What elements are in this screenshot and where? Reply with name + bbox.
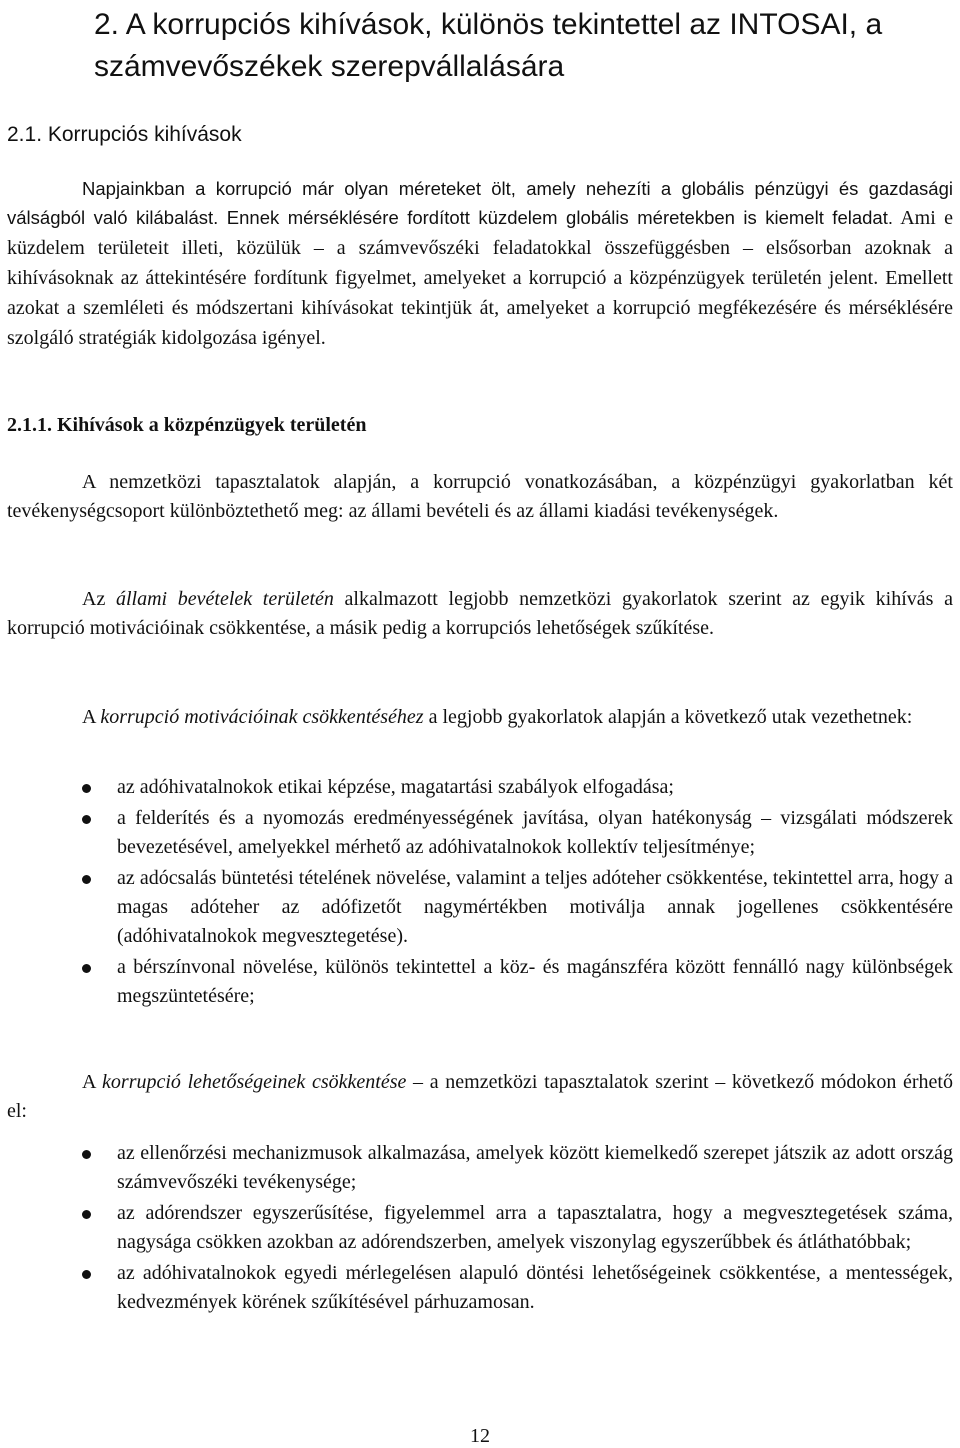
list-item-text: a felderítés és a nyomozás eredményességének javítása, olyan hatékonyság – vizsgálati módszerek bevezetésével, amelyekkel mérhető az adóhivatalnokok kollektív teljesítménye; <box>117 807 953 858</box>
para3-emphasis: korrupció motivációinak csökkentéséhez <box>100 706 424 728</box>
list-item-text: az adócsalás büntetési tételének növelése, valamint a teljes adóteher csökkentése, tekintettel arra, hogy a magas adóteher az adófizetőt nagymértékben motiválja annak jogellenes csökkentésére (adóhivatalnokok megvesztegetése). <box>117 867 953 947</box>
list-item <box>7 864 953 951</box>
bullet-icon <box>82 964 91 973</box>
para4-prefix: A <box>82 1071 103 1093</box>
motivation-list <box>7 773 953 1013</box>
intro-text-a: Napjainkban a korrupció már olyan méreteket ölt, amely nehezíti a globális pénzügyi és gazdasági válságból való kilábalást. Ennek mérséklésére fordított küzdelem globális méretekben is kiemelt feladat. <box>7 178 953 228</box>
paragraph-4 <box>7 1068 953 1126</box>
paragraph-1: A nemzetközi tapasztalatok alapján, a korrupció vonatkozásában, a közpénzügyi gyakorlatban két tevékenységcsoport különböztethető meg: az állami bevételi és az állami kiadási tevékenységek. <box>7 471 953 522</box>
para4-emphasis: korrupció lehetőségeinek csökkentése <box>102 1071 407 1093</box>
list-item-text: az adóhivatalnokok egyedi mérlegelésen alapuló döntési lehetőségeinek csökkentése, a mentességek, kedvezmények körének szűkítésével párhuzamosan. <box>117 1262 953 1313</box>
bullet-icon <box>82 1150 91 1159</box>
list-item <box>7 1139 953 1197</box>
para3-prefix: A <box>82 706 101 728</box>
para2-suffix: alkalmazott legjobb nemzetközi gyakorlatok szerint az egyik kihívás a korrupció motivációinak csökkentése, a másik pedig a korrupciós lehetőségek szűkítése. <box>7 588 953 639</box>
para2-emphasis: állami bevételek területén <box>115 588 334 610</box>
list-item <box>7 1259 953 1317</box>
bullet-icon <box>82 875 91 884</box>
para2-prefix: Az <box>82 588 116 610</box>
intro-paragraph <box>7 174 953 353</box>
page-number: 12 <box>470 1425 490 1447</box>
list-item-text: a bérszínvonal növelése, különös tekintettel a köz- és magánszféra között fennálló nagy különbségek megszüntetésére; <box>117 956 953 1007</box>
bullet-icon <box>82 1270 91 1279</box>
intro-text-b: Ami e küzdelem területeit illeti, közülük – a számvevőszéki feladatokkal összefüggésben – elsősorban azoknak a kihívásoknak az áttekintésére fordítunk figyelmet, amelyeket a korrupció a közpénzügyek területén jelent. <box>7 207 953 289</box>
list-item-text: az ellenőrzési mechanizmusok alkalmazása, amelyek között kiemelkedő szerepet játszik az adott ország számvevőszéki tevékenysége; <box>117 1142 953 1193</box>
opportunity-list <box>7 1139 953 1319</box>
paragraph-2 <box>7 585 953 643</box>
list-item <box>7 804 953 862</box>
bullet-icon <box>82 1210 91 1219</box>
chapter-heading: 2. A korrupciós kihívások, különös tekintettel az INTOSAI, a számvevőszékek szerepvállalására <box>94 8 883 83</box>
para4-suffix: – a nemzetközi tapasztalatok szerint – következő módokon érhető el: <box>7 1071 953 1122</box>
list-item-text: az adórendszer egyszerűsítése, figyelemmel arra a tapasztalatra, hogy a megvesztegetések száma, nagysága csökken azokban az adórendszerben, amelyek viszonylag egyszerűbbek és átláthatóbbak; <box>117 1202 953 1253</box>
list-item-text: az adóhivatalnokok etikai képzése, magatartási szabályok elfogadása; <box>117 776 674 798</box>
bullet-icon <box>82 784 91 793</box>
para3-suffix: a legjobb gyakorlatok alapján a következő utak vezethetnek: <box>423 706 913 728</box>
bullet-icon <box>82 815 91 824</box>
list-item <box>7 953 953 1011</box>
section-heading: 2.1. Korrupciós kihívások <box>7 123 242 146</box>
list-item <box>7 1199 953 1257</box>
subsection-heading: 2.1.1. Kihívások a közpénzügyek területén <box>7 414 367 436</box>
paragraph-3 <box>7 703 953 732</box>
intro-text-c: Emellett azokat a szemléleti és módszertani kihívásokat tekintjük át, amelyeket a korrupció megfékezésére és mérséklésére szolgáló stratégiák kidolgozása igényel. <box>7 267 953 349</box>
list-item <box>7 773 953 802</box>
